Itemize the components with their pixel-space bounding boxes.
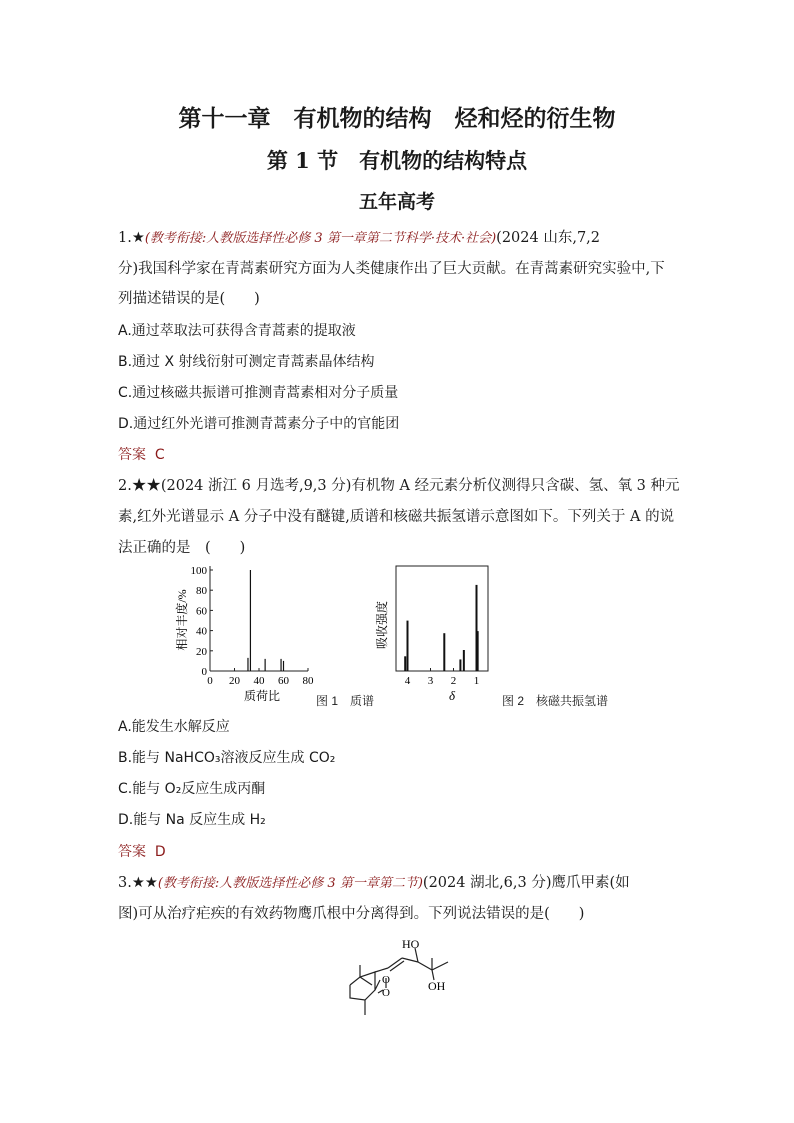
q1-answer	[118, 445, 688, 465]
question-number: 1.	[118, 230, 132, 246]
question-2-line-3: 法正确的是 ( )	[118, 540, 246, 556]
x-tick-label: 4	[404, 675, 411, 687]
x-axis-label: 质荷比	[243, 689, 281, 703]
question-text: (2024 湖北,6,3 分)鹰爪甲素(如	[422, 875, 630, 891]
y-tick-label: 40	[196, 625, 207, 638]
x-tick-label: 20	[229, 675, 240, 687]
hydroxyl-label-top: HO	[402, 937, 420, 951]
q1-option-d: D.通过红外光谱可推测青蒿素分子中的官能团	[118, 416, 400, 432]
yingzhaosu-structure	[330, 930, 470, 1030]
question-text: (2024 浙江 6 月选考,9,3 分)有机物 A 经元素分析仪测得只含碳、氢、氧 3 种元	[160, 478, 680, 494]
difficulty-stars: ★★	[131, 478, 161, 494]
y-axis-label: 吸收强度	[375, 600, 389, 650]
plot-frame	[396, 566, 488, 671]
x-tick-label: 40	[253, 675, 265, 687]
question-2-line-1	[118, 476, 688, 496]
section-title: 第 1 节 有机物的结构特点	[266, 148, 528, 173]
question-text: (2024 山东,7,2	[496, 230, 601, 246]
question-number: 2.	[118, 478, 132, 494]
answer-label: 答案	[118, 844, 146, 860]
x-tick-label: 1	[473, 675, 480, 687]
question-2-line-2: 素,红外光谱显示 A 分子中没有醚键,质谱和核磁共振氢谱示意图如下。下列关于 A 的说	[118, 509, 675, 525]
y-tick-label: 80	[196, 585, 207, 598]
y-tick-label: 100	[190, 565, 207, 577]
mass-spectrum-chart	[170, 560, 360, 710]
source-note: (教考衔接:人教版选择性必修 3 第一章第二节)	[157, 876, 423, 891]
y-axis-label: 相对丰度/%	[175, 589, 189, 651]
difficulty-stars: ★★	[131, 875, 158, 891]
q2-option-d: D.能与 Na 反应生成 H₂	[118, 812, 266, 828]
peroxide-o-1: O	[382, 974, 390, 986]
x-tick-label: 3	[427, 675, 434, 687]
answer-value: C	[154, 447, 165, 463]
q1-option-a: A.通过萃取法可获得含青蒿素的提取液	[118, 323, 356, 339]
question-1-line-2: 分)我国科学家在青蒿素研究方面为人类健康作出了巨大贡献。在青蒿素研究实验中,下	[118, 261, 665, 277]
q2-option-a: A.能发生水解反应	[118, 719, 230, 735]
figure-1-caption: 图 1 质谱	[316, 694, 375, 708]
difficulty-stars: ★	[131, 230, 145, 246]
y-tick-label: 20	[196, 645, 207, 658]
question-3-line-1	[118, 873, 688, 894]
x-axis-label: δ	[448, 688, 456, 703]
source-note: (教考衔接:人教版选择性必修 3 第一章第二节科学·技术·社会)	[144, 231, 497, 246]
question-3-line-2: 图)可从治疗疟疾的有效药物鹰爪根中分离得到。下列说法错误的是( )	[118, 906, 585, 922]
chapter-title: 第十一章 有机物的结构 烃和烃的衍生物	[178, 105, 616, 132]
q2-option-c: C.能与 O₂反应生成丙酮	[118, 781, 266, 797]
question-number: 3.	[118, 875, 132, 891]
hydroxyl-label-bottom: OH	[428, 979, 446, 993]
x-tick-label: 60	[278, 675, 289, 687]
q1-option-b: B.通过 X 射线衍射可测定青蒿素晶体结构	[118, 354, 375, 370]
answer-value: D	[154, 844, 166, 860]
peroxide-o-2: O	[382, 987, 390, 999]
nmr-spectrum-chart	[370, 560, 500, 710]
question-1-line-3: 列描述错误的是( )	[118, 291, 260, 307]
question-1-line-1	[118, 228, 688, 249]
figure-2-caption: 图 2 核磁共振氢谱	[502, 694, 609, 708]
q1-option-c: C.通过核磁共振谱可推测青蒿素相对分子质量	[118, 385, 399, 401]
y-tick-label: 0	[201, 666, 207, 678]
x-tick-label: 0	[207, 675, 213, 687]
q2-answer	[118, 842, 688, 862]
q2-option-b: B.能与 NaHCO₃溶液反应生成 CO₂	[118, 750, 336, 766]
y-tick-label: 60	[196, 605, 207, 618]
subtitle: 五年高考	[358, 191, 435, 213]
x-tick-label: 2	[450, 675, 457, 687]
x-tick-label: 80	[302, 675, 314, 687]
answer-label: 答案	[118, 447, 146, 463]
